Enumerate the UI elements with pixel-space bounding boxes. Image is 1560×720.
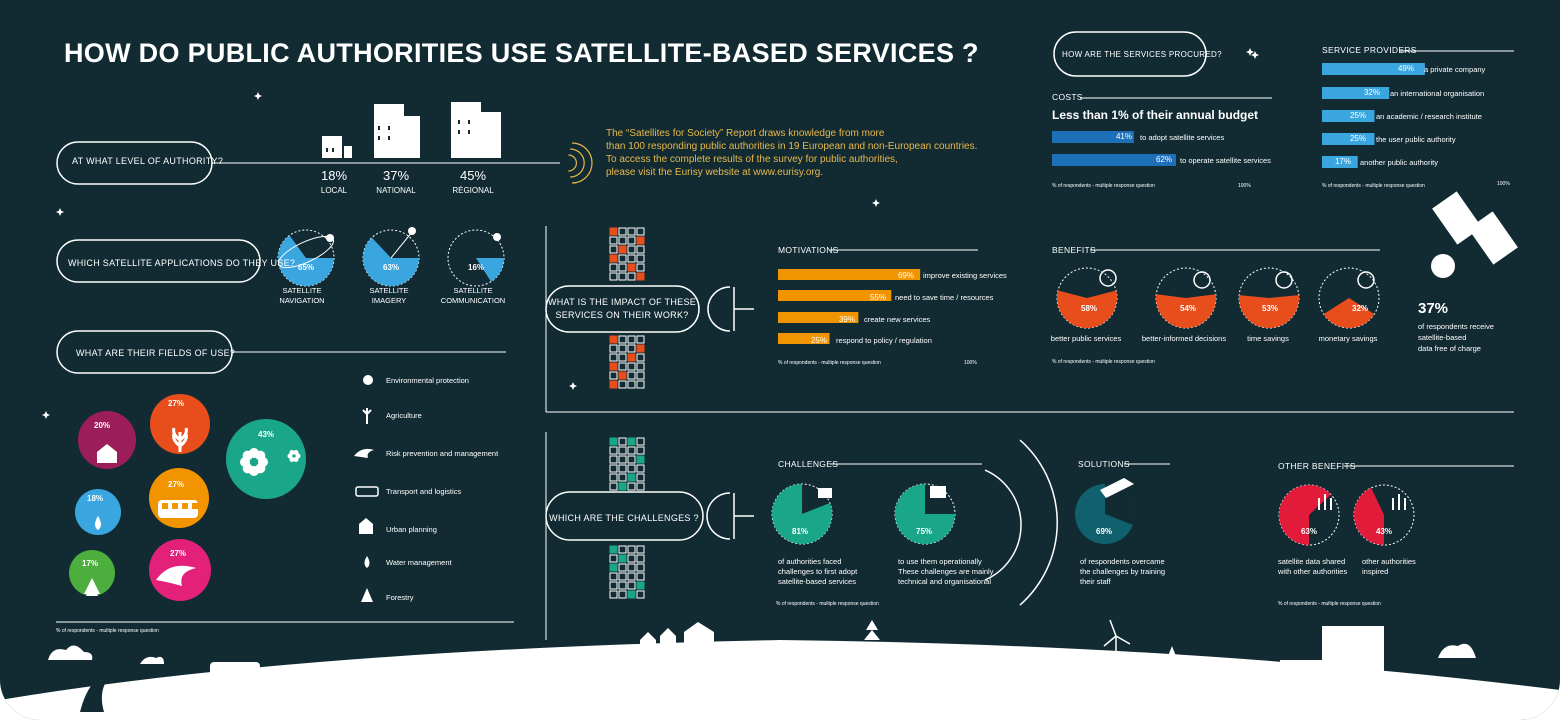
report-line-4: please visit the Eurisy website at www.eurisy.org. [606, 167, 824, 178]
impact-grid-top-cell [637, 228, 644, 235]
challenges-grid-top-cell [619, 456, 626, 463]
impact-grid-top-cell [628, 255, 635, 262]
impact-grid-bottom-cell [637, 363, 644, 370]
other-benefit-slice [1354, 488, 1384, 545]
cost-operate-label: to operate satellite services [1180, 156, 1271, 165]
building-window [378, 126, 380, 130]
challenges-grid-top-cell [610, 465, 617, 472]
authority-national-label: NATIONAL [376, 186, 416, 195]
provider-label-3: an academic / research institute [1376, 112, 1482, 121]
benefits-note: % of respondents - multiple response question [1052, 359, 1155, 365]
costs-title: COSTS [1052, 92, 1083, 102]
fields-note: % of respondents - multiple response question [56, 628, 159, 634]
benefit-time-pct: 53% [1261, 304, 1279, 313]
building-shape [344, 146, 352, 158]
benefit-time-label: time savings [1247, 334, 1289, 343]
clock-icon [1276, 272, 1292, 288]
impact-grid-bottom-cell [628, 372, 635, 379]
free-data-line-3: data free of charge [1418, 344, 1481, 353]
free-data-line-2: satellite-based [1418, 333, 1467, 342]
free-data-pct: 37% [1418, 300, 1449, 317]
providers-max: 100% [1497, 181, 1510, 187]
bus-window [172, 503, 178, 509]
motivation-pct-1: 69% [897, 271, 914, 280]
motivation-pct-4: 25% [810, 336, 827, 345]
challenges-grid-top-cell [619, 465, 626, 472]
tower-building-icon [1322, 626, 1384, 706]
flower-icon [250, 458, 258, 466]
challenges-grid-bottom-cell [610, 555, 617, 562]
solutions-pct: 69% [1095, 527, 1113, 536]
impact-grid-bottom-cell [619, 363, 626, 370]
impact-grid-top-cell [619, 228, 626, 235]
challenges-grid-bottom-cell [619, 555, 626, 562]
star-icon [872, 199, 880, 207]
app-slice [363, 238, 419, 286]
legend-water-label: Water management [386, 558, 452, 567]
building-window [388, 136, 390, 140]
challenge-adopt-line-2: challenges to first adopt [778, 567, 858, 576]
impact-grid-bottom-cell [637, 345, 644, 352]
report-line-2: than 100 responding public authorities in 19 European and non-European countries. [606, 141, 978, 152]
app-imagery-label-2: IMAGERY [371, 296, 407, 305]
impact-grid-top-cell [610, 237, 617, 244]
authority-national-pct: 37% [382, 168, 410, 183]
challenges-grid-top-cell [637, 465, 644, 472]
building-window [468, 120, 470, 124]
other-benefits-note: % of respondents - multiple response question [1278, 601, 1381, 607]
signal-arc [568, 155, 576, 171]
page-title: HOW DO PUBLIC AUTHORITIES USE SATELLITE-BASED SERVICES ? [64, 38, 979, 68]
field-bubble-agriculture-pct: 27% [168, 399, 185, 408]
impact-pill [546, 286, 699, 332]
cloud-icon [48, 645, 92, 660]
impact-grid-top-cell [610, 255, 617, 262]
benefit-public-label: better public services [1050, 334, 1122, 343]
challenges-grid-bottom-cell [637, 564, 644, 571]
cost-adopt-label: to adopt satellite services [1140, 133, 1225, 142]
impact-question-1: WHAT IS THE IMPACT OF THESE [547, 297, 697, 307]
building-window [458, 130, 460, 134]
challenges-grid-top-cell [619, 447, 626, 454]
free-data-line-1: of respondents receive [1418, 322, 1494, 331]
impact-grid-top-cell [637, 264, 644, 271]
challenges-grid-top-cell [637, 483, 644, 490]
benefit-public-pct: 58% [1080, 304, 1098, 313]
app-imagery-label-1: SATELLITE [369, 286, 409, 295]
challenges-grid-top-cell [637, 438, 644, 445]
field-bubble-risk-pct: 27% [170, 549, 187, 558]
authority-regional-pct: 45% [459, 168, 487, 183]
costs-headline: Less than 1% of their annual budget [1052, 108, 1259, 122]
divider-arc [1020, 440, 1057, 605]
other-benefit-shared-line-2: with other authorities [1278, 567, 1348, 576]
satellite-dot-icon [493, 233, 501, 241]
challenges-grid-top-cell [637, 447, 644, 454]
motivation-label-1: improve existing services [923, 271, 1007, 280]
impact-grid-top-cell [628, 246, 635, 253]
wave-icon [354, 449, 374, 458]
impact-grid-bottom-cell [610, 363, 617, 370]
challenge-adopt-line-1: of authorities faced [778, 557, 842, 566]
app-navigation-label-1: SATELLITE [282, 286, 322, 295]
impact-grid-top-cell [637, 237, 644, 244]
other-benefit-inspired-line-1: other authorities [1362, 557, 1416, 566]
other-benefit-slice [1279, 485, 1331, 545]
impact-grid-top-cell [628, 264, 635, 271]
challenges-grid-bottom-cell [610, 582, 617, 589]
star-icon [569, 382, 577, 390]
other-benefit-inspired-pct: 43% [1375, 527, 1393, 536]
benefit-slice [1324, 298, 1375, 328]
building-shape [322, 136, 342, 158]
tree-icon [864, 620, 880, 640]
wind-turbine-blade [1104, 620, 1130, 646]
motivation-label-4: respond to policy / regulation [836, 336, 932, 345]
challenges-grid-bottom-cell [628, 582, 635, 589]
impact-grid-top-cell [628, 228, 635, 235]
challenges-grid-bottom-cell [619, 591, 626, 598]
challenges-grid-bottom-cell [637, 591, 644, 598]
solutions-title: SOLUTIONS [1078, 459, 1130, 469]
bus-window [192, 503, 198, 509]
challenges-question: WHICH ARE THE CHALLENGES ? [549, 513, 699, 523]
impact-grid-top-cell [628, 237, 635, 244]
challenge-operate-line-3: technical and organisational [898, 577, 991, 586]
challenges-grid-bottom-cell [628, 591, 635, 598]
satellite-dot-icon [408, 227, 416, 235]
solutions-line-2: the challenges by training [1080, 567, 1166, 576]
smiley-icon [1100, 270, 1116, 286]
challenge-adopt-line-3: satellite-based services [778, 577, 856, 586]
chart-board-icon [930, 486, 946, 498]
cloud-icon [1438, 644, 1476, 658]
impact-bracket [708, 287, 754, 331]
benefit-decisions-label: better-informed decisions [1141, 334, 1227, 343]
challenges-grid-top-cell [628, 456, 635, 463]
challenges-grid-bottom-cell [637, 546, 644, 553]
presentation-icon [818, 488, 832, 498]
impact-grid-bottom-cell [610, 381, 617, 388]
impact-question-2: SERVICES ON THEIR WORK? [555, 310, 689, 320]
report-line-1: The “Satellites for Society” Report draws knowledge from more [606, 128, 885, 139]
app-communication-pct: 16% [467, 263, 485, 272]
challenges-grid-bottom-cell [637, 555, 644, 562]
signal-arc [570, 149, 584, 177]
impact-grid-top-cell [610, 228, 617, 235]
star-icon [254, 92, 262, 100]
challenges-title: CHALLENGES [778, 459, 839, 469]
authority-question: AT WHAT LEVEL OF AUTHORITY? [72, 156, 224, 166]
challenges-grid-bottom-cell [610, 564, 617, 571]
impact-grid-bottom-cell [619, 336, 626, 343]
challenges-grid-bottom-cell [619, 546, 626, 553]
challenges-grid-bottom-cell [619, 582, 626, 589]
impact-grid-top-cell [619, 246, 626, 253]
authority-regional-label: RÉGIONAL [452, 186, 494, 195]
impact-grid-bottom-cell [610, 372, 617, 379]
costs-max: 100% [1238, 183, 1251, 189]
other-benefit-shared-pct: 63% [1300, 527, 1318, 536]
app-communication-label-2: COMMUNICATION [440, 296, 506, 305]
signal-arc [572, 143, 592, 183]
challenges-grid-bottom-cell [619, 564, 626, 571]
challenge-operate-line-2: These challenges are mainly [898, 567, 994, 576]
motivation-label-3: create new services [864, 315, 931, 324]
other-benefit-inspired-line-2: inspired [1362, 567, 1389, 576]
solutions-line-1: of respondents overcame [1080, 557, 1165, 566]
applications-question: WHICH SATELLITE APPLICATIONS DO THEY USE? [68, 258, 296, 268]
challenges-grid-top-cell [628, 483, 635, 490]
challenges-grid-top-cell [637, 474, 644, 481]
providers-note: % of respondents - multiple response question [1322, 183, 1425, 189]
satellite-dish-icon [1431, 254, 1455, 278]
flower-icon [363, 375, 373, 385]
providers-title: SERVICE PROVIDERS [1322, 45, 1417, 55]
impact-grid-top-cell [637, 255, 644, 262]
building-window [468, 130, 470, 134]
legend-urban-label: Urban planning [386, 525, 437, 534]
benefit-money-label: monetary savings [1318, 334, 1378, 343]
building-shape [374, 104, 404, 158]
bus-window [162, 503, 168, 509]
impact-grid-top-cell [619, 273, 626, 280]
crosshair-icon [1194, 272, 1210, 288]
challenges-grid-top-cell [619, 438, 626, 445]
benefit-decisions-pct: 54% [1179, 304, 1197, 313]
other-benefits-title: OTHER BENEFITS [1278, 461, 1356, 471]
motivations-max: 100% [964, 360, 977, 366]
impact-grid-top-cell [628, 273, 635, 280]
motivations-title: MOTIVATIONS [778, 245, 839, 255]
challenge-operate-pct: 75% [915, 527, 933, 536]
legend-environment-label: Environmental protection [386, 376, 469, 385]
motivation-pct-2: 55% [869, 293, 886, 302]
provider-label-2: an international organisation [1390, 89, 1485, 98]
costs-note: % of respondents - multiple response question [1052, 183, 1155, 189]
building-window [388, 126, 390, 130]
impact-grid-bottom-cell [610, 354, 617, 361]
authority-local-label: LOCAL [320, 186, 348, 195]
star-icon [56, 208, 64, 216]
impact-grid-top-cell [610, 264, 617, 271]
other-benefit-shared-line-1: satellite data shared [1278, 557, 1346, 566]
wheat-icon [363, 408, 371, 424]
provider-pct-1: 49% [1397, 64, 1414, 73]
field-bubble [149, 468, 209, 528]
solutions-line-3: their staff [1080, 577, 1111, 586]
tree-icon [361, 588, 373, 602]
building-window [332, 148, 334, 152]
field-bubble-transport-pct: 27% [168, 480, 185, 489]
impact-grid-top-cell [619, 264, 626, 271]
building-window [326, 148, 328, 152]
challenges-grid-bottom-cell [637, 573, 644, 580]
legend-forestry-label: Forestry [386, 593, 414, 602]
benefits-title: BENEFITS [1052, 245, 1096, 255]
challenges-grid-top-cell [610, 438, 617, 445]
challenges-grid-top-cell [637, 456, 644, 463]
field-bubble-environment-pct: 43% [258, 430, 275, 439]
impact-grid-top-cell [637, 246, 644, 253]
impact-grid-bottom-cell [619, 372, 626, 379]
flower-petal [294, 450, 299, 455]
building-shape [481, 112, 501, 158]
impact-grid-bottom-cell [619, 354, 626, 361]
challenges-note: % of respondents - multiple response question [776, 601, 879, 607]
field-bubble-water-pct: 18% [87, 494, 104, 503]
impact-grid-bottom-cell [610, 345, 617, 352]
challenges-grid-top-cell [628, 474, 635, 481]
bus-icon [356, 487, 378, 496]
building-shape [404, 116, 420, 158]
challenges-grid-bottom-cell [619, 573, 626, 580]
procured-question: HOW ARE THE SERVICES PROCURED? [1062, 50, 1222, 59]
impact-grid-top-cell [619, 255, 626, 262]
arrows-up-icon [1393, 494, 1405, 510]
impact-grid-top-cell [619, 237, 626, 244]
impact-grid-bottom-cell [628, 354, 635, 361]
challenges-grid-top-cell [610, 483, 617, 490]
provider-label-1: a private company [1424, 65, 1486, 74]
impact-grid-bottom-cell [619, 381, 626, 388]
cloud-icon [140, 657, 164, 664]
provider-pct-4: 25% [1349, 134, 1366, 143]
challenges-grid-top-cell [628, 465, 635, 472]
field-bubble-forestry-pct: 17% [82, 559, 99, 568]
app-communication-label-1: SATELLITE [453, 286, 493, 295]
impact-grid-bottom-cell [628, 381, 635, 388]
impact-grid-bottom-cell [637, 372, 644, 379]
impact-grid-bottom-cell [637, 381, 644, 388]
app-navigation-pct: 65% [297, 263, 315, 272]
legend-transport-label: Transport and logistics [386, 487, 462, 496]
challenges-grid-top-cell [628, 447, 635, 454]
provider-pct-2: 32% [1363, 88, 1380, 97]
challenges-grid-top-cell [619, 474, 626, 481]
impact-grid-bottom-cell [610, 336, 617, 343]
impact-grid-bottom-cell [637, 336, 644, 343]
provider-pct-5: 17% [1334, 157, 1351, 166]
bus-icon [210, 662, 260, 682]
house-icon [359, 518, 373, 534]
legend-agriculture-label: Agriculture [386, 411, 422, 420]
impact-grid-bottom-cell [628, 363, 635, 370]
building-shape [451, 102, 481, 158]
challenges-grid-top-cell [610, 474, 617, 481]
star-icon [42, 411, 50, 419]
challenges-grid-top-cell [628, 438, 635, 445]
cost-adopt-pct: 41% [1115, 132, 1132, 141]
benefit-money-pct: 32% [1351, 304, 1369, 313]
provider-pct-3: 25% [1349, 111, 1366, 120]
fields-question: WHAT ARE THEIR FIELDS OF USE? [76, 348, 236, 358]
field-bubble-urban-pct: 20% [94, 421, 111, 430]
satellite-dot-icon [326, 234, 334, 242]
impact-grid-top-cell [610, 246, 617, 253]
app-imagery-pct: 63% [382, 263, 400, 272]
provider-label-5: another public authority [1360, 158, 1438, 167]
drop-icon [365, 556, 370, 568]
report-line-3: To access the complete results of the survey for public authorities, [606, 154, 898, 165]
flower-petal [255, 451, 265, 461]
provider-label-4: the user public authority [1376, 135, 1456, 144]
challenges-grid-top-cell [610, 447, 617, 454]
challenge-operate-line-1: to use them operationally [898, 557, 982, 566]
challenges-grid-bottom-cell [610, 546, 617, 553]
euro-icon [1358, 272, 1374, 288]
motivations-note: % of respondents - multiple response question [778, 360, 881, 366]
challenges-grid-bottom-cell [628, 573, 635, 580]
challenges-grid-bottom-cell [628, 555, 635, 562]
divider-arc [985, 470, 1021, 580]
challenges-grid-top-cell [619, 483, 626, 490]
impact-grid-bottom-cell [628, 336, 635, 343]
challenge-adopt-pct: 81% [791, 527, 809, 536]
motivation-label-2: need to save time / resources [895, 293, 994, 302]
impact-grid-top-cell [637, 273, 644, 280]
building-window [458, 120, 460, 124]
impact-grid-top-cell [610, 273, 617, 280]
impact-grid-bottom-cell [619, 345, 626, 352]
challenges-grid-bottom-cell [610, 591, 617, 598]
challenges-grid-bottom-cell [610, 573, 617, 580]
authority-local-pct: 18% [320, 168, 348, 183]
cost-operate-pct: 62% [1155, 155, 1172, 164]
legend-risk-label: Risk prevention and management [386, 449, 499, 458]
building-window [378, 136, 380, 140]
impact-grid-bottom-cell [637, 354, 644, 361]
impact-grid-bottom-cell [628, 345, 635, 352]
challenges-grid-top-cell [610, 456, 617, 463]
challenges-grid-bottom-cell [628, 564, 635, 571]
challenges-grid-bottom-cell [637, 582, 644, 589]
app-navigation-label-2: NAVIGATION [279, 296, 325, 305]
building-shape [1280, 660, 1324, 706]
bus-window [182, 503, 188, 509]
imagery-beam [391, 232, 412, 258]
challenges-bracket [707, 493, 754, 539]
motivation-pct-3: 39% [838, 315, 855, 324]
challenges-grid-bottom-cell [628, 546, 635, 553]
